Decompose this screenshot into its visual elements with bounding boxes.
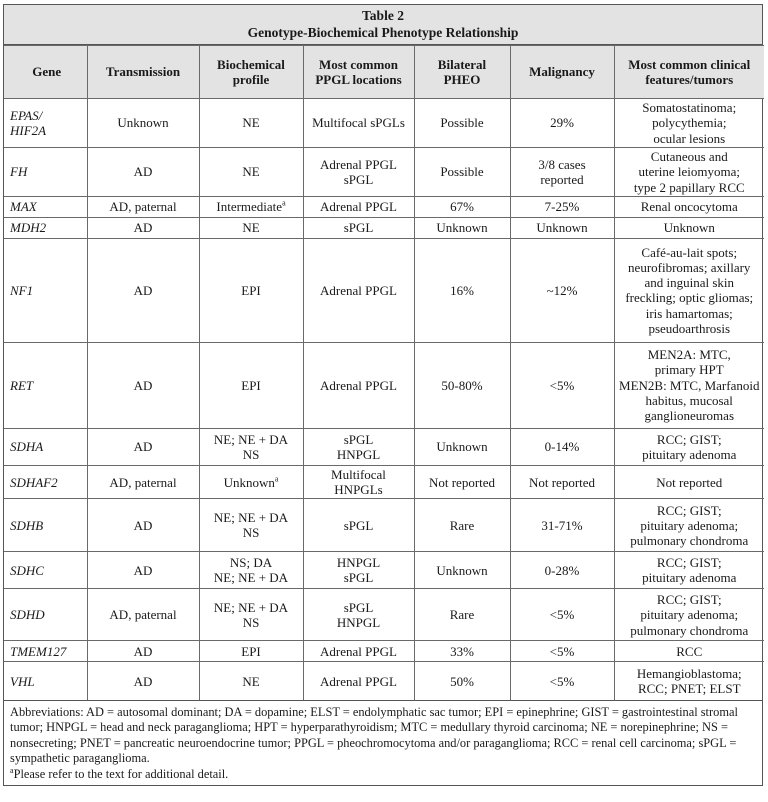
ppgl-locations-cell <box>303 499 414 552</box>
bilateral-pheo-cell <box>414 641 510 662</box>
malignancy-cell-text: 7-25% <box>544 199 580 215</box>
bilateral-pheo-cell <box>414 428 510 465</box>
table-row <box>4 552 764 589</box>
gene-cell <box>4 552 87 589</box>
malignancy-cell-text: <5% <box>549 607 575 623</box>
bilateral-pheo-cell-text: Unknown <box>436 220 488 236</box>
header-clinical-features: Most common clinical features/tumors <box>614 46 764 99</box>
table-row <box>4 662 764 700</box>
header-transmission: Transmission <box>87 46 199 99</box>
ppgl-locations-cell-text: HNPGL sPGL <box>336 555 381 586</box>
transmission-cell <box>87 238 199 342</box>
bilateral-pheo-cell <box>414 217 510 238</box>
transmission-cell-text: AD <box>133 439 153 455</box>
bilateral-pheo-cell <box>414 499 510 552</box>
ppgl-locations-cell-text: Multifocal HNPGLs <box>331 466 386 498</box>
biochemical-profile-cell <box>199 552 303 589</box>
gene-cell-text: SDHA <box>10 439 44 455</box>
biochemical-profile-cell <box>199 589 303 641</box>
table-title: Genotype-Biochemical Phenotype Relationship <box>247 25 519 40</box>
ppgl-locations-cell <box>303 148 414 197</box>
biochemical-profile-cell <box>199 499 303 552</box>
phenotype-table <box>4 45 764 700</box>
bilateral-pheo-cell <box>414 99 510 148</box>
gene-cell-text: RET <box>10 377 34 393</box>
malignancy-cell <box>510 499 614 552</box>
bilateral-pheo-cell <box>414 662 510 700</box>
gene-cell <box>4 342 87 428</box>
transmission-cell <box>87 552 199 589</box>
malignancy-cell-text: Unknown <box>536 220 588 236</box>
gene-cell <box>4 238 87 342</box>
footnote-marker: a <box>282 198 286 208</box>
gene-cell <box>4 465 87 499</box>
transmission-cell <box>87 428 199 465</box>
ppgl-locations-cell-text: sPGL HNPGL <box>336 599 381 630</box>
clinical-features-cell <box>614 641 764 662</box>
transmission-cell-text: Unknown <box>117 115 169 131</box>
malignancy-cell-text: ~12% <box>546 282 578 298</box>
biochemical-profile-cell <box>199 148 303 197</box>
table-row <box>4 217 764 238</box>
clinical-features-cell-text: Somatostatinoma; polycythemia; ocular lesions <box>642 100 737 146</box>
table-document <box>3 4 763 786</box>
gene-cell <box>4 641 87 662</box>
clinical-features-cell-text: Cutaneous and uterine leiomyoma; type 2 papillary RCC <box>633 149 745 195</box>
ppgl-locations-cell-text: sPGL <box>343 220 374 236</box>
malignancy-cell <box>510 99 614 148</box>
malignancy-cell <box>510 641 614 662</box>
malignancy-cell-text: 3/8 cases reported <box>538 156 586 187</box>
ppgl-locations-cell <box>303 196 414 217</box>
clinical-features-cell-text: MEN2A: MTC, primary HPT MEN2B: MTC, Marfanoid habitus, mucosal ganglioneuromas <box>619 347 760 424</box>
biochemical-profile-cell <box>199 217 303 238</box>
ppgl-locations-cell <box>303 465 414 499</box>
clinical-features-cell <box>614 99 764 148</box>
ppgl-locations-cell <box>303 217 414 238</box>
table-caption <box>4 5 762 45</box>
malignancy-cell-text: 31-71% <box>541 517 583 533</box>
gene-cell-text: MDH2 <box>10 220 47 236</box>
transmission-cell-text: AD, paternal <box>109 474 177 490</box>
gene-cell-text: VHL <box>10 673 35 689</box>
table-row <box>4 148 764 197</box>
ppgl-locations-cell-text: sPGL <box>343 517 374 533</box>
clinical-features-cell-text: RCC; GIST; pituitary adenoma <box>642 431 737 462</box>
biochemical-profile-cell <box>199 428 303 465</box>
gene-cell <box>4 217 87 238</box>
clinical-features-cell-text: Hemangioblastoma; RCC; PNET; ELST <box>636 665 742 697</box>
transmission-cell-text: AD <box>133 517 153 533</box>
clinical-features-cell <box>614 465 764 499</box>
bilateral-pheo-cell <box>414 196 510 217</box>
gene-cell-text: SDHAF2 <box>10 474 58 490</box>
ppgl-locations-cell-text: Adrenal PPGL <box>320 643 397 659</box>
ppgl-locations-cell-text: Adrenal PPGL <box>320 282 397 298</box>
malignancy-cell-text: <5% <box>549 673 575 689</box>
transmission-cell-text: AD <box>133 562 153 578</box>
ppgl-locations-cell <box>303 641 414 662</box>
ppgl-locations-cell <box>303 342 414 428</box>
gene-cell-text: SDHC <box>10 562 44 578</box>
malignancy-cell-text: 0-28% <box>544 562 580 578</box>
ppgl-locations-cell <box>303 589 414 641</box>
malignancy-cell <box>510 552 614 589</box>
biochemical-profile-cell <box>199 99 303 148</box>
footnote-text: Please refer to the text for additional detail. <box>13 766 229 781</box>
footnote-marker: a <box>274 474 279 484</box>
clinical-features-cell <box>614 428 764 465</box>
header-biochemical-profile: Biochemical profile <box>199 46 303 99</box>
malignancy-cell <box>510 342 614 428</box>
table-row <box>4 589 764 641</box>
bilateral-pheo-cell-text: 67% <box>450 199 474 215</box>
malignancy-cell-text: <5% <box>549 377 575 393</box>
clinical-features-cell <box>614 662 764 700</box>
ppgl-locations-cell-text: Adrenal PPGL <box>320 673 397 689</box>
ppgl-locations-cell <box>303 552 414 589</box>
clinical-features-cell <box>614 552 764 589</box>
footnote <box>10 767 756 783</box>
footnote-marker: a <box>10 765 14 775</box>
clinical-features-cell <box>614 196 764 217</box>
table-number: Table 2 <box>362 8 404 23</box>
gene-cell <box>4 589 87 641</box>
biochemical-profile-cell <box>199 238 303 342</box>
transmission-cell <box>87 499 199 552</box>
gene-cell-text: NF1 <box>10 282 34 298</box>
malignancy-cell <box>510 148 614 197</box>
transmission-cell-text: AD <box>133 282 153 298</box>
gene-cell <box>4 99 87 148</box>
ppgl-locations-cell-text: Multifocal sPGLs <box>312 115 405 131</box>
transmission-cell-text: AD <box>133 643 153 659</box>
bilateral-pheo-cell-text: 16% <box>450 282 474 298</box>
table-row <box>4 342 764 428</box>
clinical-features-cell-text: RCC; GIST; pituitary adenoma; pulmonary chondroma <box>630 592 749 638</box>
malignancy-cell-text: <5% <box>549 643 575 659</box>
gene-cell <box>4 662 87 700</box>
bilateral-pheo-cell-text: Not reported <box>428 474 496 490</box>
clinical-features-cell <box>614 342 764 428</box>
clinical-features-cell <box>614 589 764 641</box>
transmission-cell <box>87 662 199 700</box>
header-ppgl-locations: Most common PPGL locations <box>303 46 414 99</box>
clinical-features-cell <box>614 217 764 238</box>
transmission-cell <box>87 342 199 428</box>
bilateral-pheo-cell <box>414 148 510 197</box>
biochemical-profile-cell-text: EPI <box>241 643 261 659</box>
clinical-features-cell-text: RCC; GIST; pituitary adenoma; pulmonary chondroma <box>630 502 749 549</box>
biochemical-profile-cell <box>199 641 303 662</box>
malignancy-cell <box>510 589 614 641</box>
ppgl-locations-cell <box>303 428 414 465</box>
ppgl-locations-cell <box>303 99 414 148</box>
gene-cell-text: SDHD <box>10 607 45 623</box>
transmission-cell <box>87 641 199 662</box>
gene-cell-text: MAX <box>10 199 37 215</box>
bilateral-pheo-cell-text: Possible <box>440 164 484 180</box>
ppgl-locations-cell-text: Adrenal PPGL sPGL <box>320 156 397 187</box>
gene-cell <box>4 499 87 552</box>
transmission-cell-text: AD <box>133 673 153 689</box>
clinical-features-cell <box>614 238 764 342</box>
bilateral-pheo-cell-text: Unknown <box>436 439 488 455</box>
malignancy-cell <box>510 196 614 217</box>
table-row <box>4 641 764 662</box>
biochemical-profile-cell-text: NE <box>242 220 260 236</box>
clinical-features-cell-text: Not reported <box>656 474 723 490</box>
bilateral-pheo-cell <box>414 552 510 589</box>
biochemical-profile-cell-text: EPI <box>241 282 261 298</box>
malignancy-cell <box>510 428 614 465</box>
header-row <box>4 46 764 99</box>
malignancy-cell <box>510 465 614 499</box>
table-row <box>4 238 764 342</box>
bilateral-pheo-cell <box>414 238 510 342</box>
bilateral-pheo-cell-text: Rare <box>449 517 475 533</box>
bilateral-pheo-cell-text: 33% <box>450 643 474 659</box>
gene-cell-text: SDHB <box>10 517 44 533</box>
table-row <box>4 499 764 552</box>
malignancy-cell <box>510 662 614 700</box>
bilateral-pheo-cell-text: 50% <box>450 673 474 689</box>
ppgl-locations-cell <box>303 662 414 700</box>
gene-cell <box>4 428 87 465</box>
clinical-features-cell-text: Unknown <box>663 220 715 236</box>
gene-cell-text: TMEM127 <box>10 643 67 659</box>
header-gene: Gene <box>4 46 87 99</box>
malignancy-cell <box>510 217 614 238</box>
transmission-cell <box>87 589 199 641</box>
malignancy-cell-text: 0-14% <box>544 439 580 455</box>
bilateral-pheo-cell <box>414 342 510 428</box>
transmission-cell-text: AD <box>133 220 153 236</box>
table-footer <box>4 700 762 786</box>
malignancy-cell-text: Not reported <box>528 474 596 490</box>
table-body <box>4 99 764 700</box>
bilateral-pheo-cell-text: 50-80% <box>441 377 483 393</box>
bilateral-pheo-cell <box>414 465 510 499</box>
biochemical-profile-cell <box>199 465 303 499</box>
bilateral-pheo-cell-text: Rare <box>449 607 475 623</box>
clinical-features-cell-text: RCC; GIST; pituitary adenoma <box>642 555 737 586</box>
biochemical-profile-cell-text: Unknown <box>223 474 275 490</box>
transmission-cell <box>87 196 199 217</box>
clinical-features-cell <box>614 499 764 552</box>
bilateral-pheo-cell <box>414 589 510 641</box>
bilateral-pheo-cell-text: Unknown <box>436 562 488 578</box>
table-row <box>4 428 764 465</box>
malignancy-cell <box>510 238 614 342</box>
biochemical-profile-cell-text: NE; NE + DA NS <box>213 431 289 462</box>
table-row <box>4 465 764 499</box>
biochemical-profile-cell-text: NE <box>242 164 260 180</box>
ppgl-locations-cell <box>303 238 414 342</box>
ppgl-locations-cell-text: Adrenal PPGL <box>320 199 397 215</box>
biochemical-profile-cell-text: Intermediate <box>216 199 283 215</box>
malignancy-cell-text: 29% <box>550 115 574 131</box>
biochemical-profile-cell-text: NS; DA NE; NE + DA <box>213 555 289 586</box>
transmission-cell-text: AD, paternal <box>109 607 177 623</box>
transmission-cell <box>87 148 199 197</box>
ppgl-locations-cell-text: sPGL HNPGL <box>336 431 381 462</box>
biochemical-profile-cell-text: NE <box>242 115 260 131</box>
biochemical-profile-cell-text: EPI <box>241 377 261 393</box>
biochemical-profile-cell-text: NE; NE + DA NS <box>213 599 289 630</box>
gene-cell-text: EPAS/ HIF2A <box>10 107 47 138</box>
transmission-cell-text: AD <box>133 164 153 180</box>
biochemical-profile-cell <box>199 342 303 428</box>
ppgl-locations-cell-text: Adrenal PPGL <box>320 377 397 393</box>
clinical-features-cell-text: RCC <box>676 643 703 659</box>
gene-cell <box>4 196 87 217</box>
gene-cell <box>4 148 87 197</box>
transmission-cell <box>87 465 199 499</box>
abbreviations-note: Abbreviations: AD = autosomal dominant; DA = dopamine; ELST = endolymphatic sac tumor; EPI = epinephrine; GIST = gastrointestinal stromal tumor; HNPGL = head and neck paraganglioma; HPT = hyperparathyroidism; MTC = medullary thyroid carcinoma; NE = norepinephrine; NS = nonsecreting; PNET = pancreatic neuroendocrine tumor; PPGL = pheochromocytoma and/or paraganglioma; RCC = renal cell carcinoma; sPGL = sympathetic paraganglioma. <box>10 704 738 766</box>
biochemical-profile-cell-text: NE; NE + DA NS <box>213 510 289 541</box>
clinical-features-cell <box>614 148 764 197</box>
biochemical-profile-cell <box>199 196 303 217</box>
header-bilateral-pheo: Bilateral PHEO <box>414 46 510 99</box>
clinical-features-cell-text: Renal oncocytoma <box>640 199 738 215</box>
table-row <box>4 196 764 217</box>
transmission-cell <box>87 99 199 148</box>
bilateral-pheo-cell-text: Possible <box>440 115 484 131</box>
biochemical-profile-cell <box>199 662 303 700</box>
transmission-cell-text: AD, paternal <box>109 199 177 215</box>
clinical-features-cell-text: Café-au-lait spots; neurofibromas; axillary and inguinal skin freckling; optic gliomas; iris hamartomas; pseudoarthrosis <box>625 244 754 336</box>
table-row <box>4 99 764 148</box>
biochemical-profile-cell-text: NE <box>242 673 260 689</box>
gene-cell-text: FH <box>10 164 28 180</box>
transmission-cell <box>87 217 199 238</box>
header-malignancy: Malignancy <box>510 46 614 99</box>
transmission-cell-text: AD <box>133 377 153 393</box>
